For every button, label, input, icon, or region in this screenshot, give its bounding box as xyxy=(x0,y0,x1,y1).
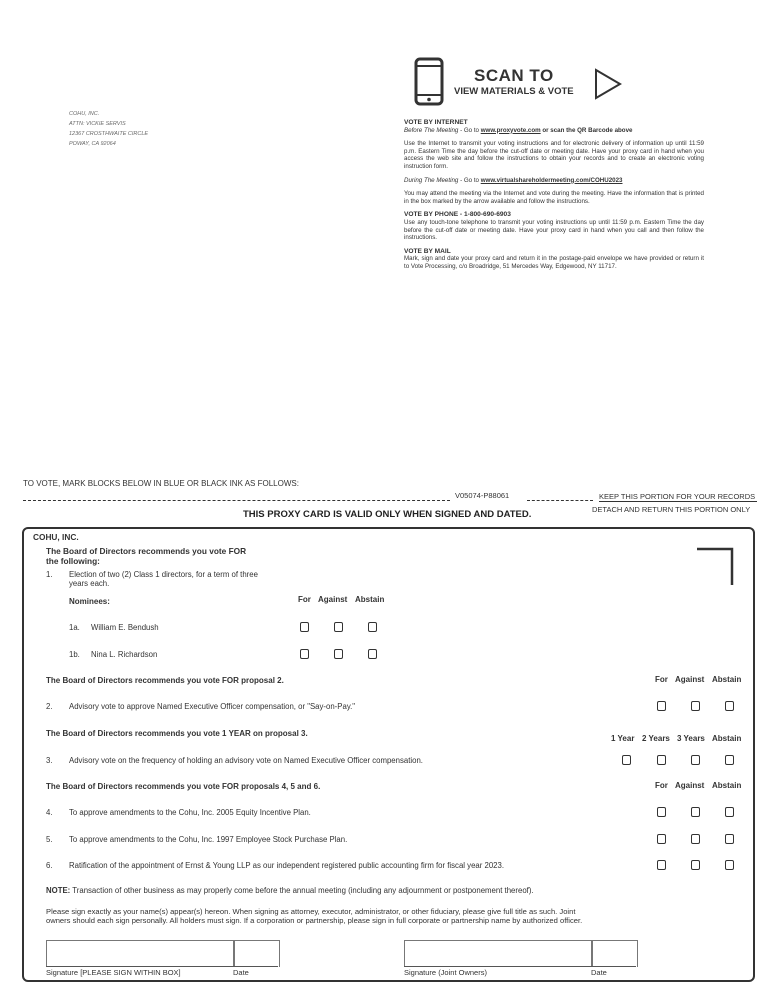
proposal-3-abstain-checkbox[interactable] xyxy=(725,755,734,765)
board-recommendation-1b: the following: xyxy=(46,556,100,566)
scan-title: SCAN TO xyxy=(474,66,554,85)
item-2-text: Advisory vote to approve Named Executive Officer compensation, or "Say-on-Pay." xyxy=(69,702,356,711)
nominee-1b-for-checkbox[interactable] xyxy=(300,649,309,659)
col-against: Against xyxy=(675,675,705,684)
during-label: During The Meeting xyxy=(404,176,459,184)
signature-line xyxy=(404,966,636,967)
board-recommendation-2: The Board of Directors recommends you vote FOR proposal 2. xyxy=(46,676,284,685)
col-2-years: 2 Years xyxy=(642,734,670,743)
col-for: For xyxy=(655,675,668,684)
corner-mark-icon xyxy=(696,547,736,587)
joint-signature-label: Signature (Joint Owners) xyxy=(404,968,487,977)
col-abstain: Abstain xyxy=(712,781,742,790)
item-1-text-2: years each. xyxy=(69,579,110,588)
proposal-2-against-checkbox[interactable] xyxy=(691,701,700,711)
proposal-2-abstain-checkbox[interactable] xyxy=(725,701,734,711)
meeting-paragraph: You may attend the meeting via the Internet and vote during the meeting. Have the information that is printed in the box marked by the arrow available and follow the instructions. xyxy=(404,190,704,205)
nominee-1a-against-checkbox[interactable] xyxy=(334,622,343,632)
item-2-number: 2. xyxy=(46,702,53,711)
nominee-number: 1b. xyxy=(69,650,80,659)
virtual-meeting-link[interactable]: www.virtualshareholdermeeting.com/COHU2023 xyxy=(480,176,623,184)
sign-instructions-2: owners should each sign personally. All holders must sign. If a corporation or partnership, please sign in full corporate or partnership name by authorized officer. xyxy=(46,916,583,925)
proposal-3-2years-checkbox[interactable] xyxy=(657,755,666,765)
proposal-4-against-checkbox[interactable] xyxy=(691,807,700,817)
nominee-1b-against-checkbox[interactable] xyxy=(334,649,343,659)
proposal-6-against-checkbox[interactable] xyxy=(691,860,700,870)
mail-heading: VOTE BY MAIL xyxy=(404,247,451,255)
col-for: For xyxy=(298,595,311,604)
proposal-5-for-checkbox[interactable] xyxy=(657,834,666,844)
item-3-text: Advisory vote on the frequency of holding an advisory vote on Named Executive Officer compensation. xyxy=(69,756,423,765)
phone-icon xyxy=(414,57,444,106)
joint-signature-box[interactable] xyxy=(404,940,593,967)
nominee-1b-abstain-checkbox[interactable] xyxy=(368,649,377,659)
arrow-right-icon xyxy=(593,67,623,101)
nominees-label: Nominees: xyxy=(69,597,110,606)
col-against: Against xyxy=(318,595,348,604)
signature-box[interactable] xyxy=(46,940,235,967)
board-recommendation-1: The Board of Directors recommends you vote FOR xyxy=(46,546,247,556)
control-number: V05074-P88061 xyxy=(455,491,510,500)
proposal-3-1year-checkbox[interactable] xyxy=(622,755,631,765)
joint-date-box[interactable] xyxy=(591,940,638,967)
item-5-number: 5. xyxy=(46,835,53,844)
item-5-text: To approve amendments to the Cohu, Inc. 1997 Employee Stock Purchase Plan. xyxy=(69,835,348,844)
address-line: ATTN: VICKIE SERVIS xyxy=(69,121,126,127)
col-for: For xyxy=(655,781,668,790)
proposal-5-against-checkbox[interactable] xyxy=(691,834,700,844)
address-line: COHU, INC. xyxy=(69,111,100,117)
proposal-2-for-checkbox[interactable] xyxy=(657,701,666,711)
divider xyxy=(599,501,757,502)
item-1-text: Election of two (2) Class 1 directors, for a term of three xyxy=(69,570,258,579)
phone-heading: VOTE BY PHONE - 1-800-690-6903 xyxy=(404,211,511,219)
proposal-4-for-checkbox[interactable] xyxy=(657,807,666,817)
internet-paragraph: Use the Internet to transmit your voting instructions and for electronic delivery of information up until 11:59 p.m. Eastern Time the day before the cut-off date or meeting date. Have your proxy card in hand when you access the web site and follow the instructions to obtain your records and to create an electronic voting instruction form. xyxy=(404,140,704,170)
proposal-4-abstain-checkbox[interactable] xyxy=(725,807,734,817)
item-6-number: 6. xyxy=(46,861,53,870)
date-label: Date xyxy=(233,968,249,977)
col-3-years: 3 Years xyxy=(677,734,705,743)
item-4-text: To approve amendments to the Cohu, Inc. 2005 Equity Incentive Plan. xyxy=(69,808,311,817)
col-abstain: Abstain xyxy=(355,595,385,604)
nominee-1a-abstain-checkbox[interactable] xyxy=(368,622,377,632)
col-against: Against xyxy=(675,781,705,790)
board-recommendation-456: The Board of Directors recommends you vote FOR proposals 4, 5 and 6. xyxy=(46,782,321,791)
nominee-name: William E. Bendush xyxy=(91,623,159,632)
item-4-number: 4. xyxy=(46,808,53,817)
to-vote-instruction: TO VOTE, MARK BLOCKS BELOW IN BLUE OR BLACK INK AS FOLLOWS: xyxy=(23,479,299,488)
joint-date-label: Date xyxy=(591,968,607,977)
board-recommendation-3: The Board of Directors recommends you vote 1 YEAR on proposal 3. xyxy=(46,729,308,738)
voting-instructions xyxy=(404,119,704,277)
proposal-3-3years-checkbox[interactable] xyxy=(691,755,700,765)
col-abstain: Abstain xyxy=(712,675,742,684)
proposal-6-for-checkbox[interactable] xyxy=(657,860,666,870)
proposal-5-abstain-checkbox[interactable] xyxy=(725,834,734,844)
date-box[interactable] xyxy=(233,940,280,967)
col-abstain: Abstain xyxy=(712,734,742,743)
company-name: COHU, INC. xyxy=(33,532,79,542)
mail-paragraph: Mark, sign and date your proxy card and return it in the postage-paid envelope we have provided or return it to Vote Processing, c/o Broadridge, 51 Mercedes Way, Edgewood, NY 11717. xyxy=(404,255,704,270)
signature-label: Signature [PLEASE SIGN WITHIN BOX] xyxy=(46,968,181,977)
detach-portion-label: DETACH AND RETURN THIS PORTION ONLY xyxy=(592,505,751,514)
note-text: Transaction of other business as may properly come before the annual meeting (including any adjournment or postponement thereof). xyxy=(70,886,534,895)
before-label: Before The Meeting xyxy=(404,126,459,134)
phone-paragraph: Use any touch-tone telephone to transmit your voting instructions up until 11:59 p.m. Eastern Time the day before the cut-off date or meeting date. Have your proxy card in hand when you call and then follow the instructions. xyxy=(404,218,704,242)
item-6-text: Ratification of the appointment of Ernst & Young LLP as our independent registered public accounting firm for fiscal year 2023. xyxy=(69,861,505,870)
item-3-number: 3. xyxy=(46,756,53,765)
before-text-2: or scan the QR Barcode above xyxy=(540,126,633,134)
cut-line xyxy=(23,500,450,501)
before-text: - Go to xyxy=(458,126,481,134)
note xyxy=(46,886,534,895)
nominee-1a-for-checkbox[interactable] xyxy=(300,622,309,632)
col-1-year: 1 Year xyxy=(611,734,635,743)
during-text: - Go to xyxy=(458,176,481,184)
nominee-number: 1a. xyxy=(69,623,80,632)
nominee-name: Nina L. Richardson xyxy=(91,650,158,659)
internet-heading: VOTE BY INTERNET xyxy=(404,119,468,126)
proxyvote-link[interactable]: www.proxyvote.com xyxy=(480,126,541,134)
sign-instructions-1: Please sign exactly as your name(s) appear(s) hereon. When signing as attorney, executor, administrator, or other fiduciary, please give full title as such. Joint xyxy=(46,907,576,916)
proposal-6-abstain-checkbox[interactable] xyxy=(725,860,734,870)
signature-line xyxy=(46,966,278,967)
cut-line xyxy=(527,500,593,501)
return-address xyxy=(69,109,148,149)
scan-subtitle: VIEW MATERIALS & VOTE xyxy=(454,86,574,97)
address-line: POWAY, CA 92064 xyxy=(69,141,116,147)
address-line: 12367 CROSTHWAITE CIRCLE xyxy=(69,131,149,137)
keep-portion-label: KEEP THIS PORTION FOR YOUR RECORDS xyxy=(599,492,756,501)
item-1-number: 1. xyxy=(46,570,53,579)
note-label: NOTE: xyxy=(46,886,71,895)
valid-notice: THIS PROXY CARD IS VALID ONLY WHEN SIGNED AND DATED. xyxy=(243,509,532,520)
